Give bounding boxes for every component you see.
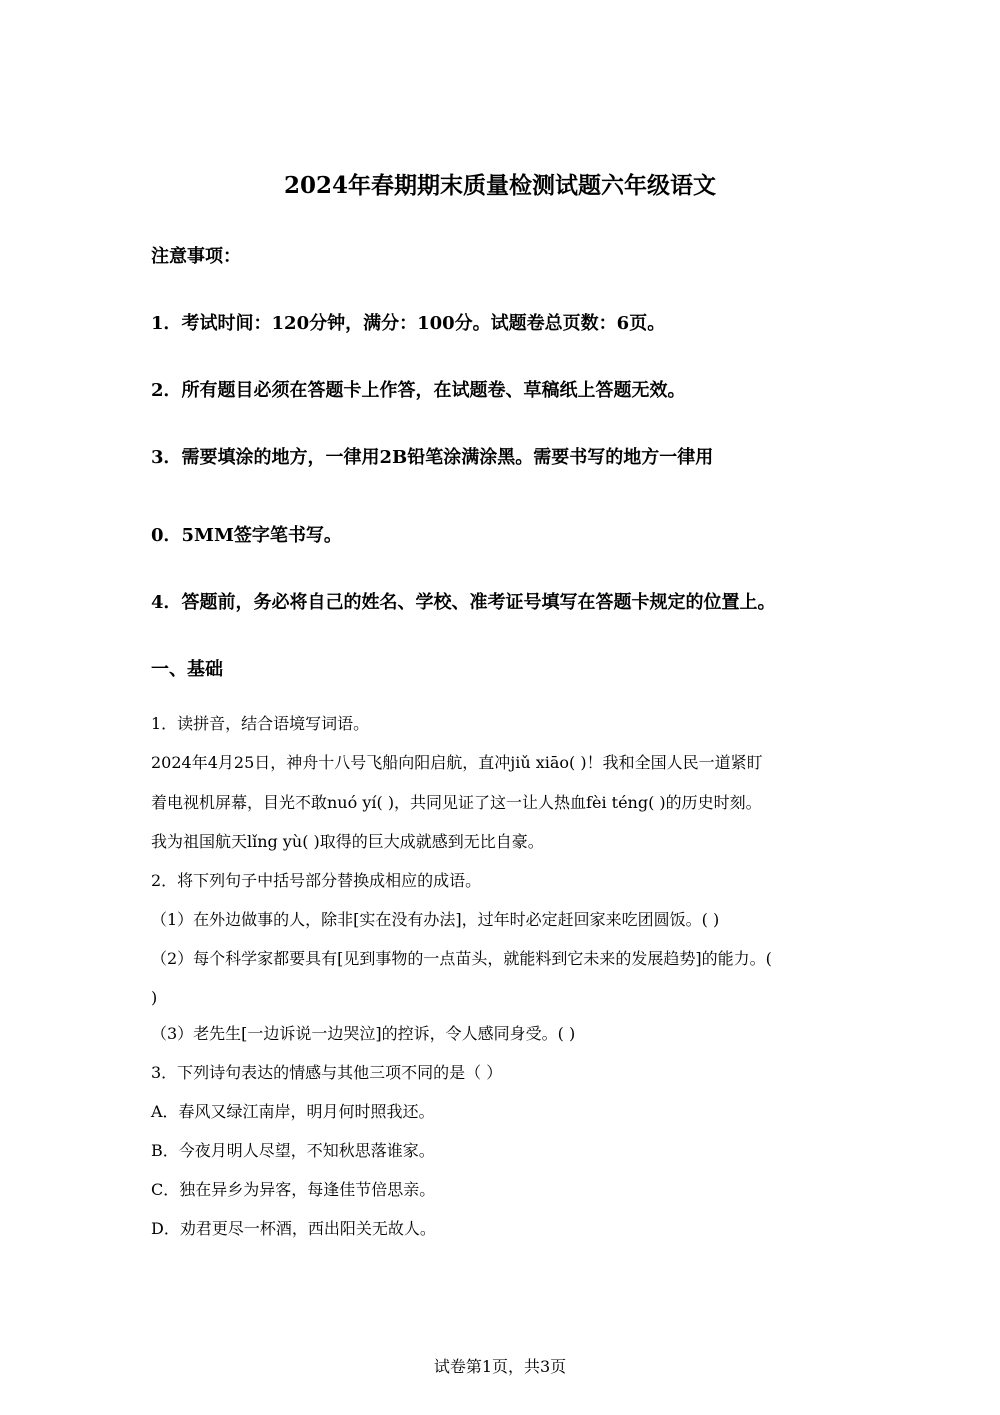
notice-item-3: 3．需要填涂的地方，一律用2B铅笔涂满涂黑。需要书写的地方一律用 (151, 447, 714, 468)
question-3-prompt: 3．下列诗句表达的情感与其他三项不同的是（ ） (151, 1063, 503, 1082)
question-2-prompt: 2．将下列句子中括号部分替换成相应的成语。 (151, 871, 482, 890)
section-heading: 一、基础 (151, 659, 223, 680)
question-1-line-2: 着电视机屏幕，目光不敢nuó yí( )，共同见证了这一让人热血fèi téng( )的历史时刻。 (151, 793, 762, 812)
notice-item-4: 4．答题前，务必将自己的姓名、学校、准考证号填写在答题卡规定的位置上。 (151, 592, 776, 613)
notice-item-3-continued: 0．5MM签字笔书写。 (151, 525, 342, 546)
page-title: 2024年春期期末质量检测试题六年级语文 (283, 172, 716, 199)
notice-item-2: 2．所有题目必须在答题卡上作答，在试题卷、草稿纸上答题无效。 (151, 380, 686, 401)
question-2-item-3: （3）老先生[一边诉说一边哭泣]的控诉，令人感同身受。( ) (151, 1024, 576, 1043)
question-2-item-2: （2）每个科学家都要具有[见到事物的一点苗头，就能料到它未来的发展趋势]的能力。( (151, 949, 772, 968)
question-3-option-c: C．独在异乡为异客，每逢佳节倍思亲。 (151, 1180, 436, 1199)
question-1-line-3: 我为祖国航天lǐng yù( )取得的巨大成就感到无比自豪。 (151, 832, 544, 851)
question-2-item-2-continued: ) (151, 988, 158, 1007)
question-2-item-1: （1）在外边做事的人，除非[实在没有办法]，过年时必定赶回家来吃团圆饭。( ) (151, 910, 720, 929)
question-1-prompt: 1．读拼音，结合语境写词语。 (151, 714, 370, 733)
notice-item-1: 1．考试时间：120分钟，满分：100分。试题卷总页数：6页。 (151, 313, 666, 334)
question-3-option-a: A．春风又绿江南岸，明月何时照我还。 (151, 1102, 435, 1121)
notice-heading: 注意事项： (151, 246, 241, 267)
question-1-line-1: 2024年4月25日，神舟十八号飞船向阳启航，直冲jiǔ xiāo( )！我和全国人民一道紧盯 (151, 753, 763, 772)
question-3-option-d: D．劝君更尽一杯酒，西出阳关无故人。 (151, 1219, 436, 1238)
page-footer: 试卷第1页，共3页 (433, 1357, 567, 1376)
question-3-option-b: B．今夜月明人尽望，不知秋思落谁家。 (151, 1141, 435, 1160)
